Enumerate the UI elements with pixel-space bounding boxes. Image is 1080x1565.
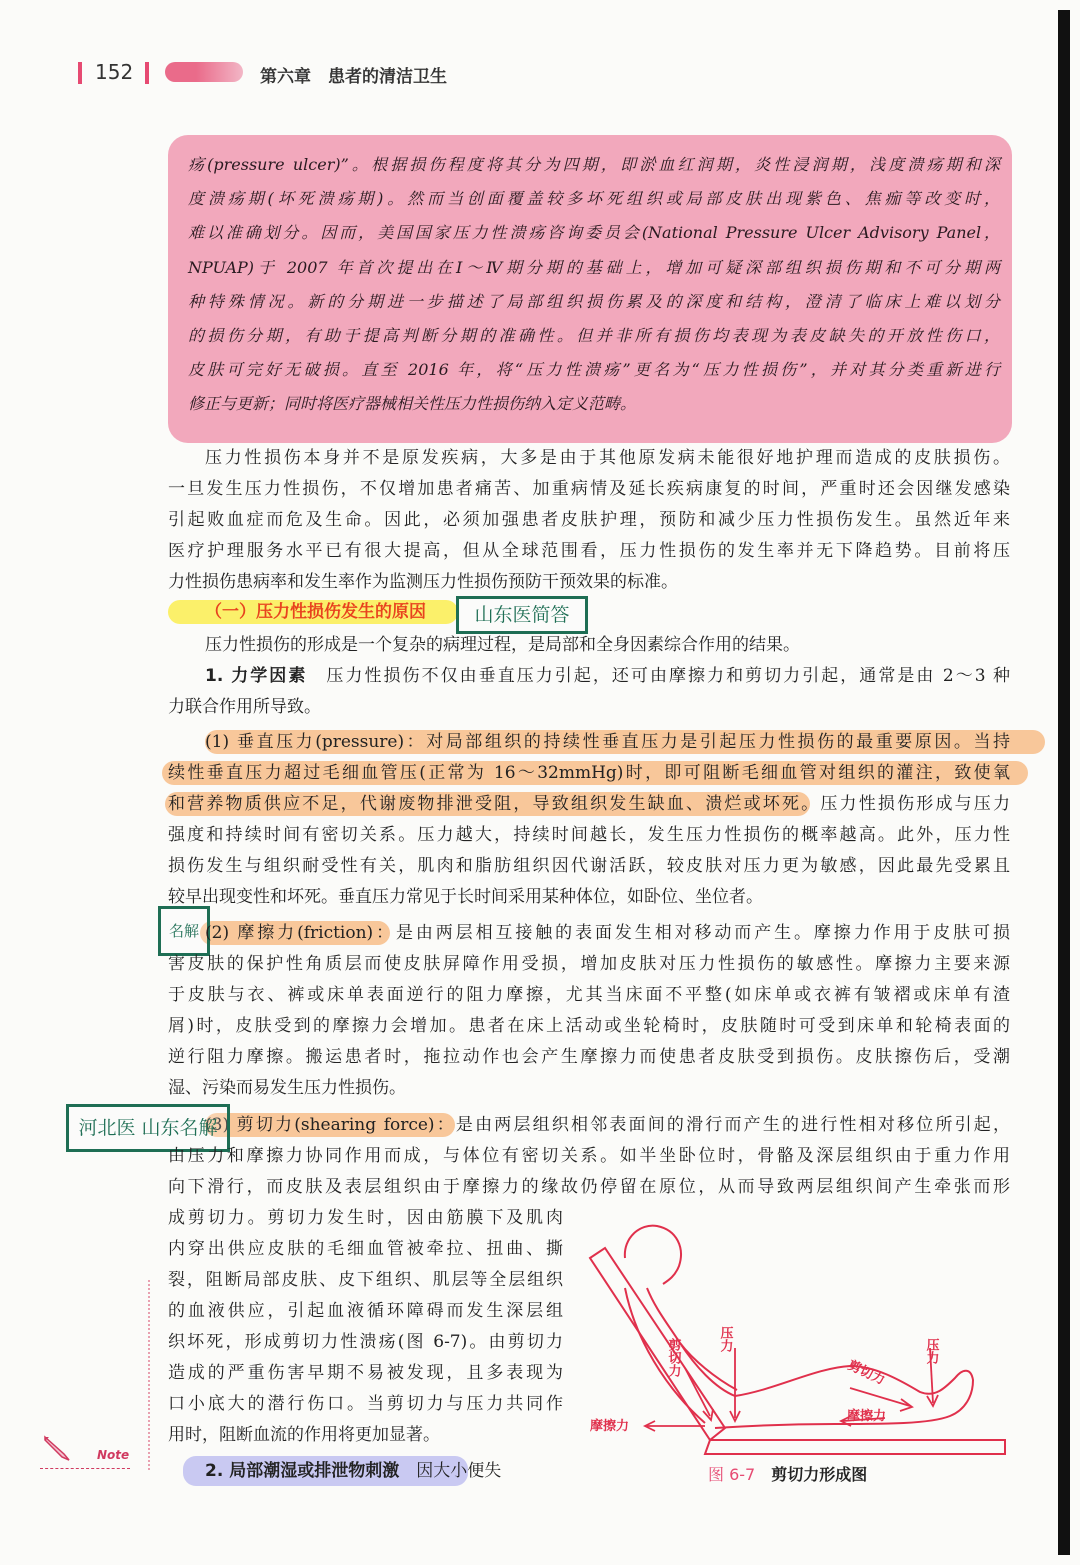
body-line: 由压力和摩擦力协同作用而成，与体位有密切关系。如半坐卧位时，骨骼及深层组织由于重力作用 — [168, 1146, 1010, 1166]
column-line: 裂，阻断局部皮肤、皮下组织、肌层等全层组织 — [168, 1270, 563, 1290]
body-line: (2) 摩擦力(friction)：是由两层相互接触的表面发生相对移动而产生。摩擦力作用于皮肤可损 — [205, 923, 1010, 943]
note-label: Note — [97, 1448, 130, 1462]
header-accent-bar — [145, 62, 149, 84]
column-line: 成剪切力。剪切力发生时，因由筋膜下及肌肉 — [168, 1208, 563, 1228]
box-line: 皮肤可完好无破损。直至 2016 年，将“压力性溃疡”更名为“压力性损伤”，并对其分类重新进行 — [188, 360, 1000, 380]
item-title: 1. 力学因素 — [205, 666, 308, 686]
column-line: 内穿出供应皮肤的毛细血管被牵拉、扭曲、撕 — [168, 1239, 563, 1259]
pencil-icon — [42, 1434, 72, 1466]
column-line: 织坏死，形成剪切力性溃疡(图 6-7)。由剪切力 — [168, 1332, 563, 1352]
body-line: 一旦发生压力性损伤，不仅增加患者痛苦、加重病情及延长疾病康复的时间，严重时还会因继发感染 — [168, 479, 1010, 499]
body-line: 续性垂直压力超过毛细血管压(正常为 16～32mmHg)时，即可阻断毛细血管对组织的灌注，致使氧 — [168, 763, 1010, 783]
body-line: 损伤发生与组织耐受性有关，肌肉和脂肪组织因代谢活跃，较皮肤对压力更为敏感，因此最先受累且 — [168, 856, 1010, 876]
box-line: 难以准确划分。因而，美国国家压力性溃疡咨询委员会(National Pressure Ulcer Advisory Panel， — [188, 223, 1000, 243]
body-line: 医疗护理服务水平已有很大提高，但从全球范围看，压力性损伤的发生率并无下降趋势。目前将压 — [168, 541, 1010, 561]
page-number: 152 — [95, 60, 134, 84]
box-line: 疡(pressure ulcer)”。根据损伤程度将其分为四期，即淤血红润期，炎性浸润期，浅度溃疡期和深 — [188, 155, 1000, 174]
box-line: 的损伤分期，有助于提高判断分期的准确性。但并非所有损伤均表现为表皮缺失的开放性伤口， — [188, 325, 1000, 345]
column-line: 口小底大的潜行伤口。当剪切力与压力共同作 — [168, 1394, 563, 1414]
body-line: 害皮肤的保护性角质层而使皮肤屏障作用受损，增加皮肤对压力性损伤的敏感性。摩擦力主要来源 — [168, 954, 1010, 974]
box-line: NPUAP)于 2007 年首次提出在Ⅰ～Ⅳ期分期的基础上，增加可疑深部组织损伤期和不可分期两 — [188, 257, 1000, 277]
body-line: 逆行阻力摩擦。搬运患者时，拖拉动作也会产生摩擦力而使患者皮肤受到损伤。皮肤擦伤后，受潮 — [168, 1047, 1010, 1067]
body-line: (1) 垂直压力(pressure)：对局部组织的持续性垂直压力是引起压力性损伤的最重要原因。当持 — [205, 732, 1010, 752]
label-shear-right: 剪切力 — [845, 1358, 888, 1389]
body-line: 压力性损伤的形成是一个复杂的病理过程，是局部和全身因素综合作用的结果。 — [205, 635, 800, 655]
body-line: 压力性损伤本身并不是原发疾病，大多是由于其他原发病未能很好地护理而造成的皮肤损伤。 — [205, 448, 1010, 468]
body-line: 强度和持续时间有密切关系。压力越大，持续时间越长，发生压力性损伤的概率越高。此外，压力性 — [168, 825, 1010, 845]
body-line: (3) 剪切力(shearing force)：是由两层组织相邻表面间的滑行而产生的进行性相对移位所引起， — [205, 1115, 1010, 1135]
label-friction-right: 摩擦力 — [847, 1409, 887, 1424]
column-line: 造成的严重伤害早期不易被发现，且多表现为 — [168, 1363, 563, 1383]
item-text: 压力性损伤不仅由垂直压力引起，还可由摩擦力和剪切力引起，通常是由 2～3 种 — [307, 666, 1010, 686]
handwritten-note: 名解 — [158, 906, 210, 956]
definition-box-text — [188, 148, 1000, 422]
label-pressure-mid: 压力 — [717, 1326, 733, 1352]
body-line: 屑)时，皮肤受到的摩擦力会增加。患者在床上活动或坐轮椅时，皮肤随时可受到床单和轮椅表面的 — [168, 1016, 1010, 1036]
body-line — [205, 1456, 501, 1487]
column-line: 用时，阻断血流的作用将更加显著。 — [168, 1425, 440, 1445]
label-friction-left: 摩擦力 — [590, 1419, 630, 1434]
item-text: 因大小便失 — [399, 1461, 502, 1481]
body-line: 向下滑行，而皮肤及表层组织由于摩擦力的缘故仍停留在原位，从而导致两层组织间产生牵张而形 — [168, 1177, 1010, 1197]
section-heading: （一）压力性损伤发生的原因 — [205, 602, 426, 622]
box-line: 种特殊情况。新的分期进一步描述了局部组织损伤累及的深度和结构，澄清了临床上难以划分 — [188, 291, 1000, 311]
body-line — [205, 661, 1010, 692]
column-line: 的血液供应，引起血液循环障碍而发生深层组 — [168, 1301, 563, 1321]
body-line: 和营养物质供应不足，代谢废物排泄受阻，导致组织发生缺血、溃烂或坏死。压力性损伤形成与压力 — [168, 794, 1010, 814]
handwritten-note: 河北医 山东名解 — [66, 1104, 230, 1152]
box-line: 度溃疡期(坏死溃疡期)。然而当创面覆盖较多坏死组织或局部皮肤出现紫色、焦痂等改变时， — [188, 189, 1000, 209]
figure-number: 图 6-7 — [708, 1465, 756, 1484]
margin-dotted-line — [148, 1280, 150, 1470]
header-accent-bar — [78, 62, 82, 84]
page-edge-shadow — [1058, 10, 1070, 1555]
chapter-title: 第六章 患者的清洁卫生 — [260, 67, 447, 87]
body-line: 湿、污染而易发生压力性损伤。 — [168, 1078, 406, 1098]
shear-force-figure — [585, 1218, 1010, 1462]
figure-caption — [708, 1462, 867, 1485]
body-line: 引起败血症而危及生命。因此，必须加强患者皮肤护理，预防和减少压力性损伤发生。虽然近年来 — [168, 510, 1010, 530]
label-shear-left: 剪切力 — [665, 1338, 681, 1377]
body-line: 于皮肤与衣、裤或床单表面逆行的阻力摩擦，尤其当床面不平整(如床单或衣裤有皱褶或床单有渣 — [168, 985, 1010, 1005]
handwritten-note: 山东医简答 — [456, 596, 588, 634]
note-line — [40, 1468, 130, 1469]
body-line: 力性损伤患病率和发生率作为监测压力性损伤预防干预效果的标准。 — [168, 572, 678, 592]
body-line: 力联合作用所导致。 — [168, 697, 321, 717]
figure-title: 剪切力形成图 — [771, 1465, 868, 1484]
label-pressure-right: 压力 — [923, 1338, 939, 1364]
box-line: 修正与更新；同时将医疗器械相关性压力性损伤纳入定义范畴。 — [188, 394, 637, 414]
item-title: 2. 局部潮湿或排泄物刺激 — [205, 1461, 400, 1481]
body-line: 较早出现变性和坏死。垂直压力常见于长时间采用某种体位，如卧位、坐位者。 — [168, 887, 763, 907]
header-decoration-pill — [165, 62, 243, 82]
